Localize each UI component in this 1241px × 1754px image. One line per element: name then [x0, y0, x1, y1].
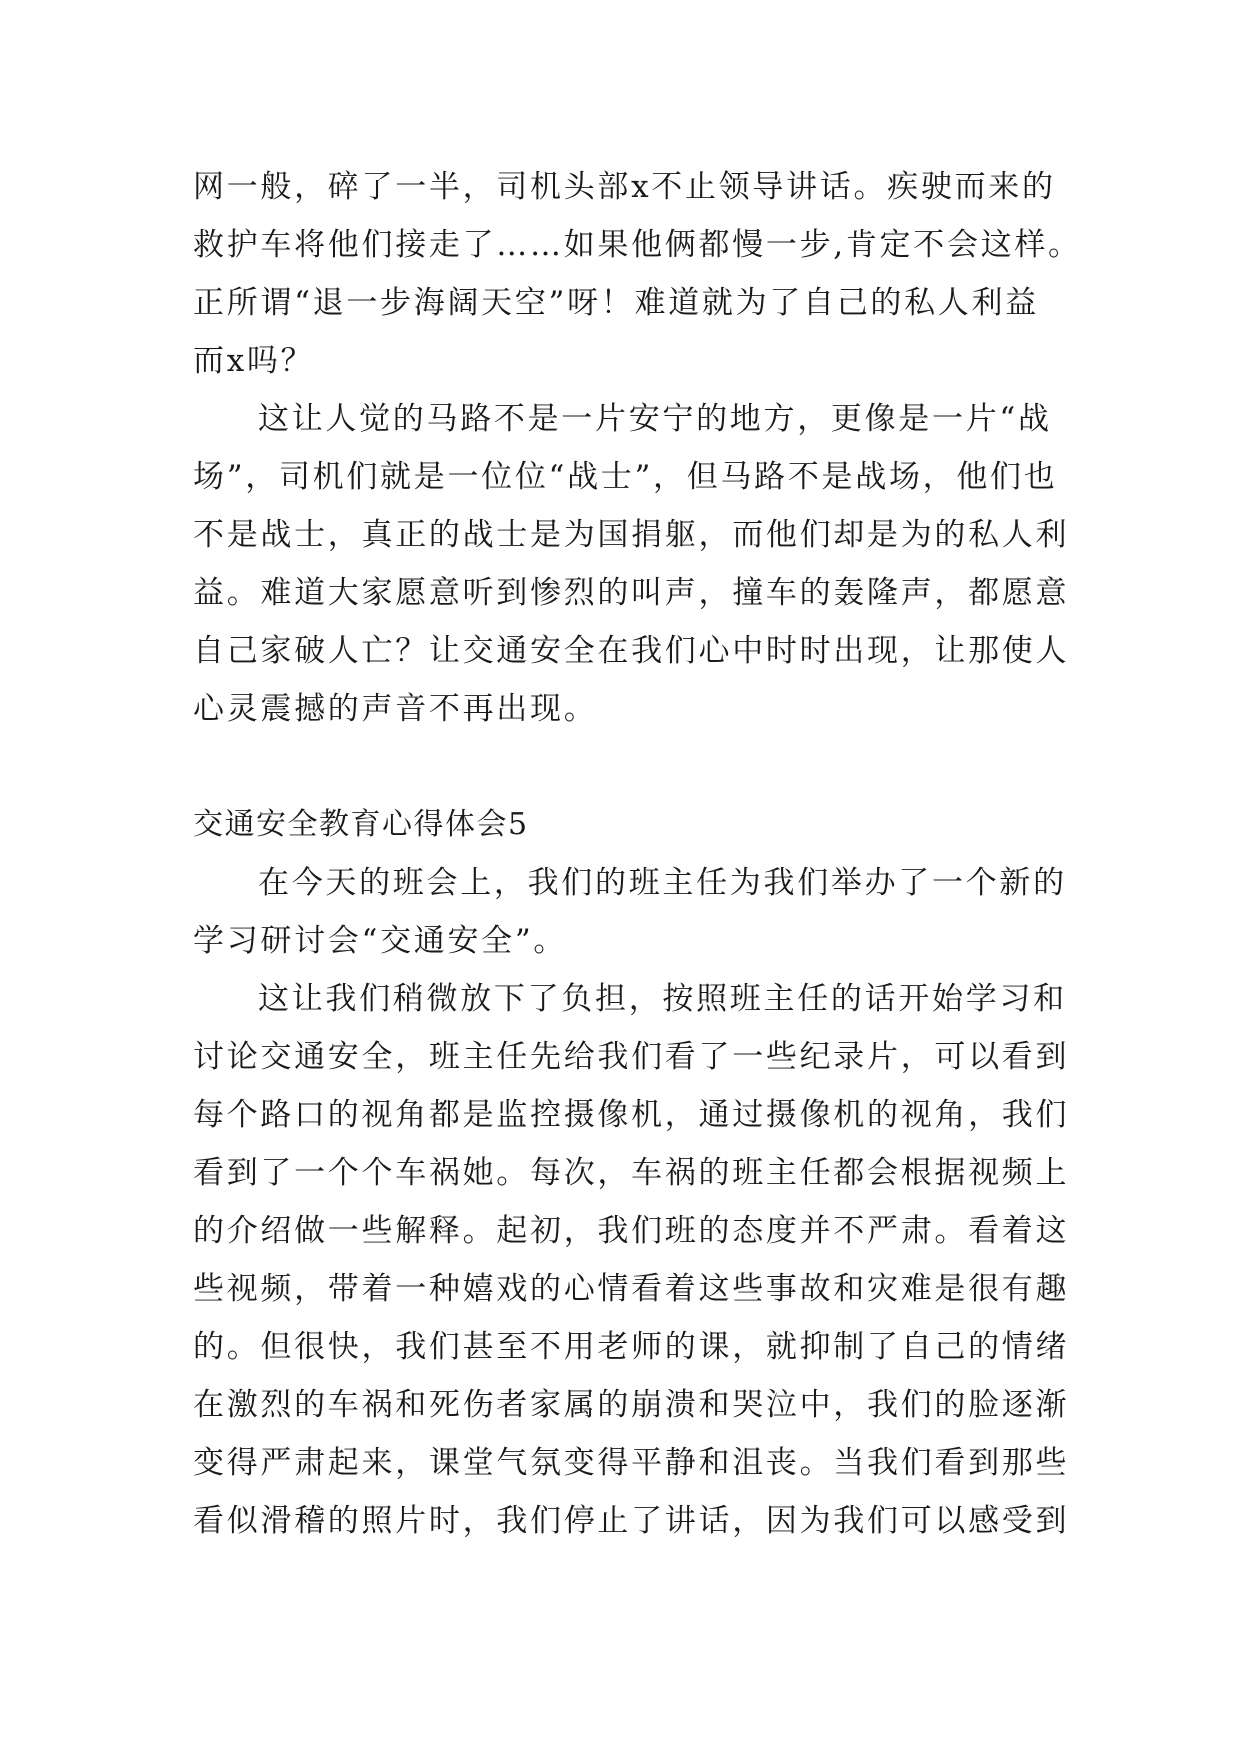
text-line: 讨论交通安全，班主任先给我们看了一些纪录片，可以看到 — [193, 1039, 1070, 1075]
document-body — [193, 158, 1093, 1550]
text-line: 自己家破人亡？让交通安全在我们心中时时出现，让那使人 — [193, 633, 1070, 669]
text-line: 场”，司机们就是一位位“战士”，但马路不是战场，他们也 — [193, 459, 1058, 495]
text-line: 在激烈的车祸和死伤者家属的崩溃和哭泣中，我们的脸逐渐 — [193, 1387, 1070, 1423]
text-line: 看似滑稽的照片时，我们停止了讲话，因为我们可以感受到 — [193, 1503, 1070, 1539]
paragraph-continuation — [193, 158, 1093, 390]
text-line: 变得严肃起来，课堂气氛变得平静和沮丧。当我们看到那些 — [193, 1445, 1070, 1481]
text-line: 看到了一个个车祸她。每次，车祸的班主任都会根据视频上 — [193, 1155, 1070, 1191]
text-line: 这让我们稍微放下了负担，按照班主任的话开始学习和 — [258, 981, 1067, 1017]
text-line: 心灵震撼的声音不再出现。 — [193, 691, 598, 727]
text-line: 救护车将他们接走了……如果他俩都慢一步,肯定不会这样。 — [193, 227, 1082, 263]
text-line: 网一般，碎了一半，司机头部x不止领导讲话。疾驶而来的 — [193, 169, 1056, 205]
text-line: 益。难道大家愿意听到惨烈的叫声，撞车的轰隆声，都愿意 — [193, 575, 1070, 611]
text-line: 每个路口的视角都是监控摄像机，通过摄像机的视角，我们 — [193, 1097, 1070, 1133]
section-spacer — [193, 738, 1093, 796]
paragraph — [193, 970, 1093, 1550]
text-line: 这让人觉的马路不是一片安宁的地方，更像是一片“战 — [258, 401, 1052, 437]
text-line: 些视频，带着一种嬉戏的心情看着这些事故和灾难是很有趣 — [193, 1271, 1070, 1307]
text-line: 的。但很快，我们甚至不用老师的课，就抑制了自己的情绪 — [193, 1329, 1070, 1365]
text-line: 在今天的班会上，我们的班主任为我们举办了一个新的 — [258, 865, 1067, 901]
text-line: 而x吗？ — [193, 343, 315, 379]
text-line: 不是战士，真正的战士是为国捐躯，而他们却是为的私人利 — [193, 517, 1070, 553]
paragraph — [193, 854, 1093, 970]
text-line: 正所谓“退一步海阔天空”呀！难道就为了自己的私人利益 — [193, 285, 1039, 321]
section-heading: 交通安全教育心得体会5 — [193, 807, 529, 842]
text-line: 学习研讨会“交通安全”。 — [193, 923, 568, 959]
text-line: 的介绍做一些解释。起初，我们班的态度并不严肃。看着这 — [193, 1213, 1070, 1249]
paragraph — [193, 390, 1093, 738]
